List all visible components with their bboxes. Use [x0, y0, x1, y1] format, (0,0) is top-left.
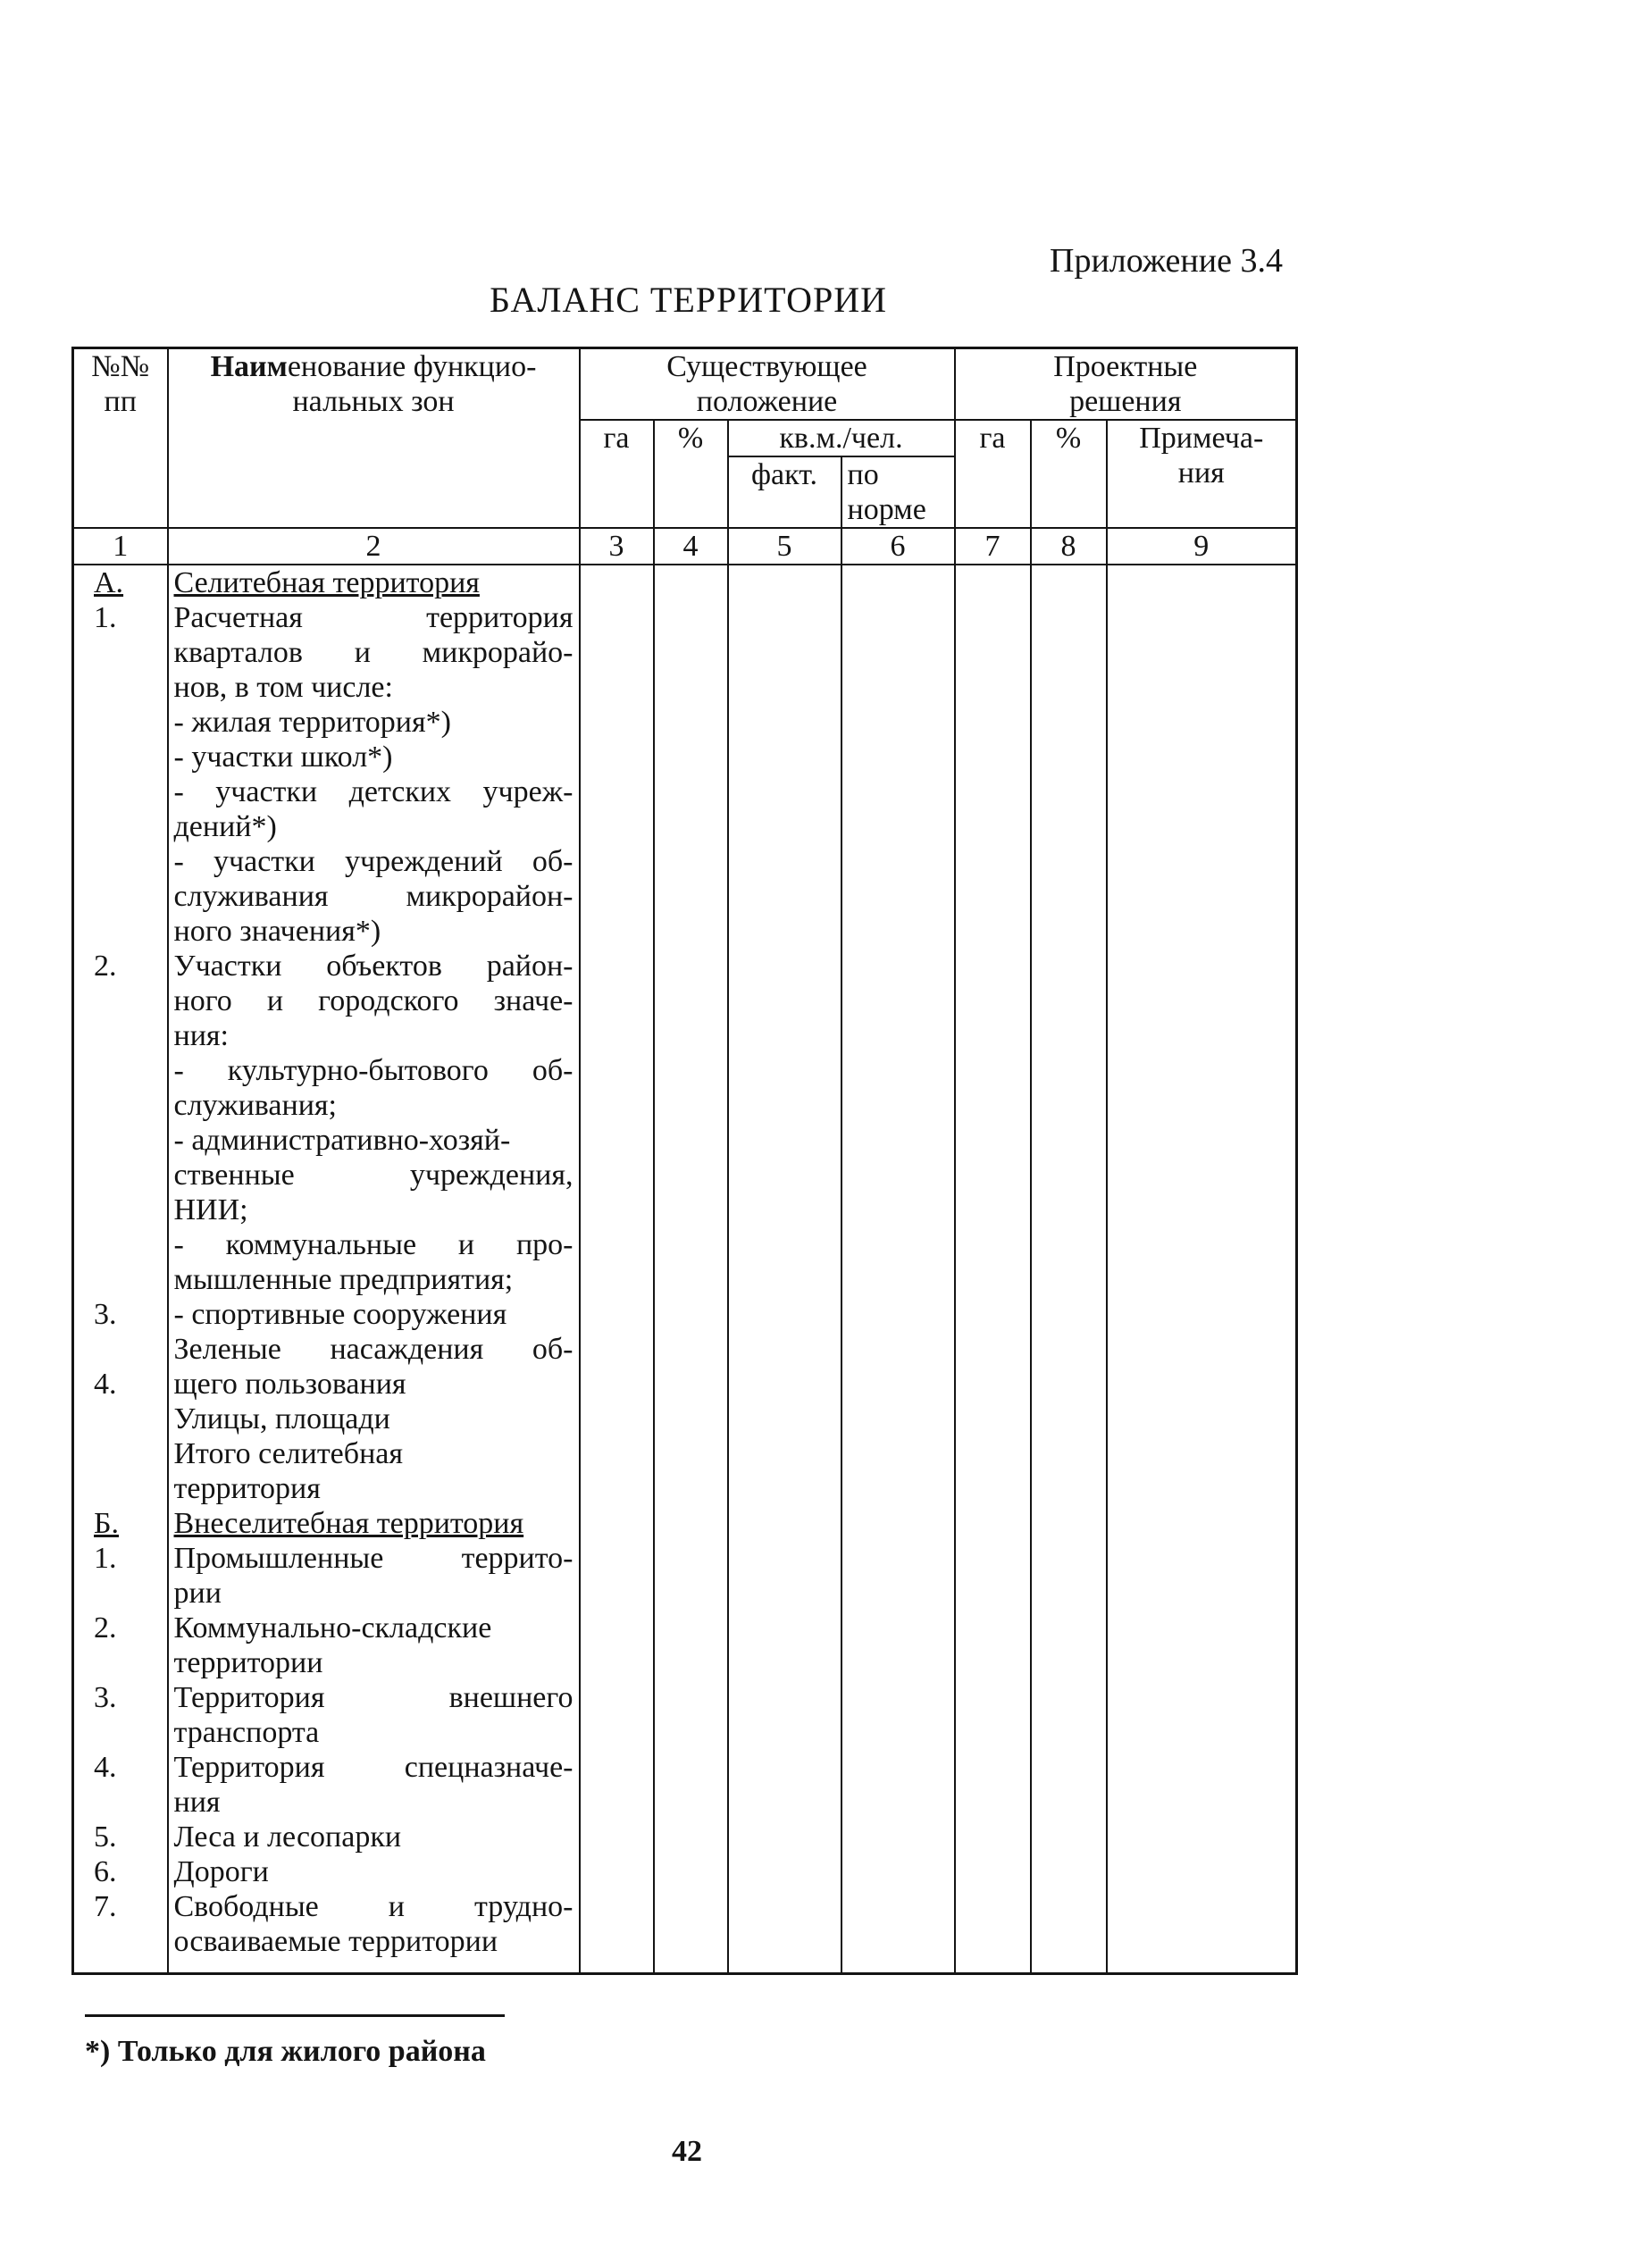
row-number — [94, 705, 162, 740]
row-number — [94, 1193, 162, 1227]
zone-name-line: - участки детских учреж- — [173, 775, 574, 808]
header-norm-line2: норме — [847, 493, 926, 526]
zone-name-line: щего пользования — [173, 1368, 406, 1401]
zone-name-line: служивания микрорайон- — [173, 880, 574, 913]
header-name-cell — [168, 348, 580, 529]
header-row-1 — [73, 348, 1297, 421]
row-number — [94, 1262, 162, 1297]
zone-name-line: Внеселитебная территория — [173, 1507, 524, 1540]
project-percent-cell — [1031, 565, 1107, 1974]
territory-balance-table — [71, 347, 1298, 1975]
header-name-line2: нальных зон — [292, 385, 455, 418]
appendix-label: Приложение 3.4 — [1050, 242, 1283, 280]
footnote: *) Только для жилого района — [85, 2035, 486, 2068]
zone-name-line: НИИ; — [173, 1193, 248, 1226]
row-number — [94, 1576, 162, 1611]
zone-name-line: - коммунальные и про- — [173, 1228, 574, 1261]
footnote-divider — [85, 2014, 505, 2017]
row-number — [94, 670, 162, 705]
row-number — [94, 1227, 162, 1262]
item-number-column — [73, 565, 168, 1974]
zone-name-line: Итого селитебная — [173, 1437, 403, 1470]
zone-name-line: территории — [173, 1646, 323, 1679]
column-number: 4 — [654, 528, 728, 565]
row-number — [94, 1123, 162, 1158]
header-existing — [580, 348, 955, 421]
row-number: 4. — [94, 1368, 117, 1401]
zone-name-line: ния: — [173, 1019, 229, 1052]
zone-name-line: ного значения*) — [173, 915, 381, 948]
zone-name-line: ственные учреждения, — [173, 1159, 574, 1192]
header-existing-line1: Существующее — [666, 350, 867, 383]
header-number-line1: №№ — [91, 350, 150, 383]
row-number — [94, 1785, 162, 1820]
zone-name-line: Коммунально-складские — [173, 1611, 492, 1645]
row-number — [94, 983, 162, 1018]
notes-cell — [1107, 565, 1297, 1974]
column-number: 9 — [1107, 528, 1297, 565]
column-number: 1 — [73, 528, 168, 565]
zone-name-line: служивания; — [173, 1089, 337, 1122]
row-number — [94, 1088, 162, 1123]
header-project-line2: решения — [1069, 385, 1182, 418]
header-project-percent: % — [1031, 420, 1107, 528]
row-number — [94, 844, 162, 879]
row-number: 4. — [94, 1751, 117, 1784]
zone-name-line: кварталов и микрорайо- — [173, 636, 574, 669]
existing-percent-cell — [654, 565, 728, 1974]
header-number-cell — [73, 348, 168, 529]
header-project — [955, 348, 1297, 421]
zone-name-line: - участки учреждений об- — [173, 845, 574, 878]
row-number — [94, 740, 162, 774]
row-number: 1. — [94, 601, 117, 634]
column-number: 3 — [580, 528, 654, 565]
row-number: 2. — [94, 950, 117, 983]
row-number — [94, 1471, 162, 1506]
row-number — [94, 774, 162, 809]
row-number: А. — [94, 566, 124, 599]
column-number: 5 — [728, 528, 841, 565]
row-number: 5. — [94, 1820, 117, 1854]
column-number: 8 — [1031, 528, 1107, 565]
row-number — [94, 1924, 162, 1959]
page-number: 42 — [672, 2135, 702, 2168]
column-number: 6 — [841, 528, 955, 565]
header-project-line1: Проектные — [1053, 350, 1198, 383]
header-norm-line1: по — [847, 458, 879, 491]
header-notes-line2: ния — [1177, 456, 1225, 490]
zone-name-line: Промышленные террито- — [173, 1542, 574, 1575]
zone-name-line: мышленные предприятия; — [173, 1263, 514, 1296]
zone-name-line: ного и городского значе- — [173, 984, 574, 1017]
header-sqm-per-person: кв.м./чел. — [728, 420, 955, 456]
row-number — [94, 1715, 162, 1750]
row-number: 3. — [94, 1681, 117, 1714]
column-number-row — [73, 528, 1297, 565]
zone-name-line: ния — [173, 1786, 221, 1819]
zone-name-line: дений*) — [173, 810, 277, 843]
row-number: 7. — [94, 1890, 117, 1923]
zone-name-line: Территория спецназначе- — [173, 1751, 574, 1784]
zone-name-line: - жилая территория*) — [173, 706, 451, 739]
project-ha-cell — [955, 565, 1031, 1974]
header-existing-line2: положение — [696, 385, 838, 418]
zone-name-line: рии — [173, 1577, 222, 1610]
row-number: 1. — [94, 1542, 117, 1575]
row-number — [94, 635, 162, 670]
zone-name-line: Селитебная территория — [173, 566, 480, 599]
row-number — [94, 1332, 162, 1367]
zone-name-line: Дороги — [173, 1855, 269, 1888]
existing-ha-cell — [580, 565, 654, 1974]
row-number — [94, 879, 162, 914]
row-number — [94, 1436, 162, 1471]
row-number — [94, 1645, 162, 1680]
row-number: 2. — [94, 1611, 117, 1645]
row-number — [94, 809, 162, 844]
column-number: 7 — [955, 528, 1031, 565]
zone-name-line: территория — [173, 1472, 321, 1505]
zone-name-line: Расчетная территория — [173, 601, 574, 634]
row-number: Б. — [94, 1507, 120, 1540]
header-norm — [841, 456, 955, 528]
header-name-rest: енование функцио- — [287, 350, 537, 383]
row-number — [94, 1018, 162, 1053]
zone-name-line: - административно-хозяй- — [173, 1124, 511, 1157]
zone-name-line: - спортивные сооружения — [173, 1298, 507, 1331]
zone-name-line: Территория внешнего — [173, 1681, 574, 1714]
header-project-ha: га — [955, 420, 1031, 528]
zone-name-line: Свободные и трудно- — [173, 1890, 574, 1923]
existing-norm-cell — [841, 565, 955, 1974]
zone-name-line: транспорта — [173, 1716, 320, 1749]
header-existing-ha: га — [580, 420, 654, 528]
zone-name-line: осваиваемые территории — [173, 1925, 498, 1958]
header-name-bold: Наим — [210, 350, 288, 383]
row-number — [94, 1053, 162, 1088]
existing-fact-cell — [728, 565, 841, 1974]
row-number — [94, 914, 162, 949]
table-body-row — [73, 565, 1297, 1974]
row-number — [94, 1158, 162, 1193]
zone-name-line: Улицы, площади — [173, 1402, 390, 1435]
header-existing-percent: % — [654, 420, 728, 528]
row-number: 6. — [94, 1855, 117, 1888]
column-number: 2 — [168, 528, 580, 565]
zone-name-line: нов, в том числе: — [173, 671, 393, 704]
document-title: БАЛАНС ТЕРРИТОРИИ — [490, 280, 887, 320]
zone-name-line: - культурно-бытового об- — [173, 1054, 574, 1087]
header-notes — [1107, 420, 1297, 528]
zone-name-line: Участки объектов район- — [173, 950, 574, 983]
zone-name-line: - участки школ*) — [173, 741, 393, 774]
header-fact: факт. — [728, 456, 841, 528]
row-number — [94, 1402, 162, 1436]
header-number-line2: пп — [104, 385, 137, 418]
row-number: 3. — [94, 1298, 117, 1331]
header-notes-line1: Примеча- — [1139, 422, 1264, 455]
zone-name-column — [168, 565, 580, 1974]
zone-name-line: Леса и лесопарки — [173, 1820, 402, 1854]
zone-name-line: Зеленые насаждения об- — [173, 1333, 574, 1366]
